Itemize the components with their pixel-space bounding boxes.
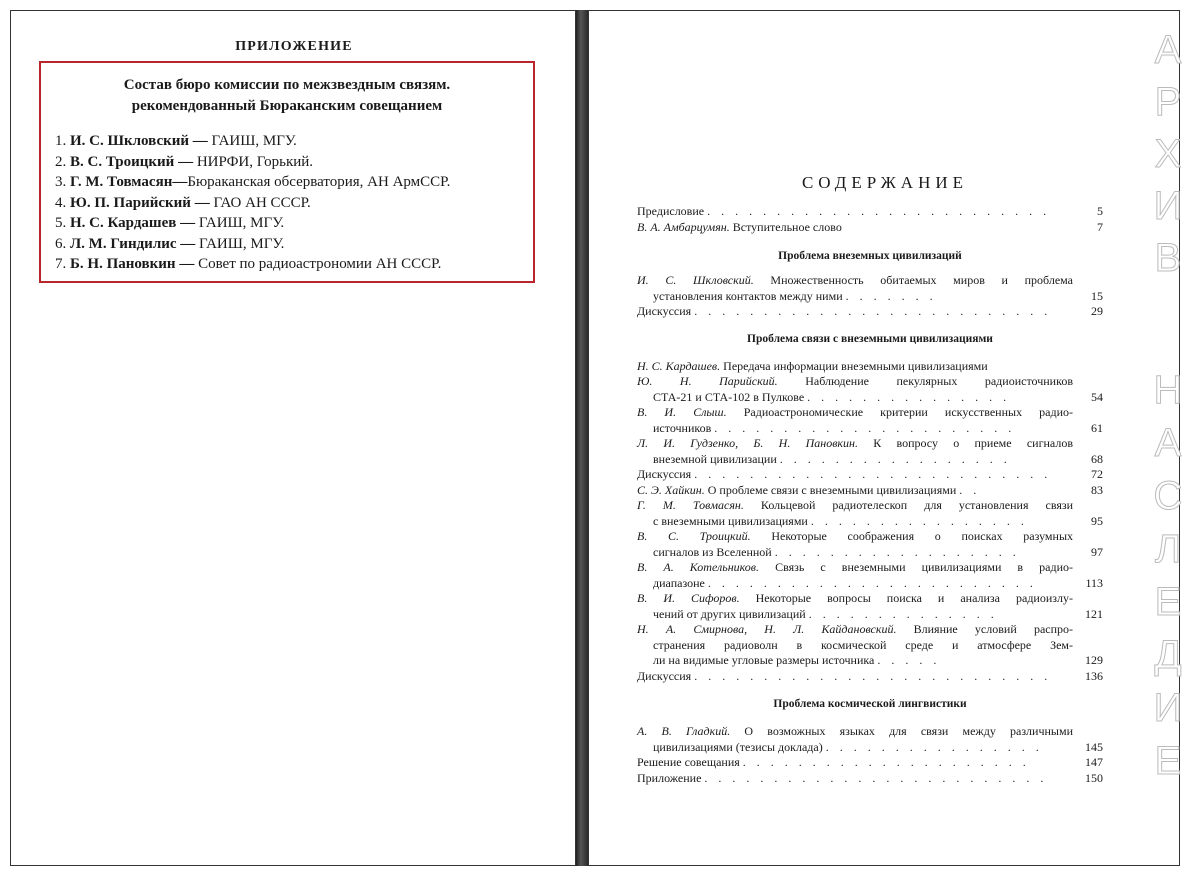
left-page xyxy=(10,10,576,866)
toc-author: В. И. Сифоров. xyxy=(637,591,740,605)
toc-entry-continuation: странения радиоволн в космической среде и атмосфере Зем- xyxy=(653,637,1073,652)
toc-entry-intro: В. А. Амбарцумян. Вступительное слово 7 xyxy=(637,219,1103,234)
toc-author: Л. И. Гудзенко, Б. Н. Пановкин. xyxy=(637,436,858,450)
member-org: Бюраканская обсерватория, АН АрмССР. xyxy=(187,174,451,190)
toc-entry: В. И. Сифоров. Некоторые вопросы поиска и анализа радиоизлу- xyxy=(637,591,1073,605)
bureau-member: 2. В. С. Троицкий — НИРФИ, Горький. xyxy=(55,153,314,170)
member-name: Г. М. Товмасян xyxy=(70,174,173,190)
toc-entry-continuation: с внеземными цивилизациями . . . . . . . . . . . . . . . . 95 xyxy=(653,513,1103,528)
toc-entry: Ю. Н. Парийский. Наблюдение пекулярных радиоисточников xyxy=(637,374,1073,388)
toc-entry-continuation: внеземной цивилизации . . . . . . . . . . . . . . . . . 68 xyxy=(653,451,1103,466)
bureau-member: 3. Г. М. Товмасян—Бюраканская обсерватория, АН АрмССР. xyxy=(55,174,451,190)
member-org: ГАО АН СССР. xyxy=(213,194,311,211)
toc-entry-appendix: Приложение . . . . . . . . . . . . . . . . . . . . . . . . . 150 xyxy=(637,770,1103,785)
section-heading: Проблема внеземных цивилизаций xyxy=(778,250,962,262)
section-heading: Проблема связи с внеземными цивилизациями xyxy=(747,332,993,345)
member-org: НИРФИ, Горький. xyxy=(196,153,314,170)
toc-entry: В. И. Слыш. Радиоастрономические критерии искусственных радио- xyxy=(637,405,1074,419)
toc-entry-discussion: Дискуссия . . . . . . . . . . . . . . . . . . . . . . . . . . 136 xyxy=(637,668,1103,683)
toc-entry-decision: Решение совещания . . . . . . . . . . . . . . . . . . . . . 147 xyxy=(637,755,1103,769)
bureau-caption xyxy=(41,75,533,117)
toc-entry-continuation: сигналов из Вселенной . . . . . . . . . . . . . . . . . . 97 xyxy=(653,544,1103,559)
toc-entry-continuation: чений от других цивилизаций . . . . . . . . . . . . . . 121 xyxy=(653,606,1103,621)
toc-page-number: 5 xyxy=(1097,204,1103,218)
member-org: ГАИШ, МГУ. xyxy=(198,215,285,231)
bureau-caption-line-2: рекомендованный Бюраканским совещанием xyxy=(131,98,443,114)
toc-entry-continuation: цивилизациями (тезисы доклада) . . . . . . . . . . . . . . . . 145 xyxy=(653,739,1103,754)
member-name: В. С. Троицкий xyxy=(70,153,175,170)
bureau-caption-line-1: Состав бюро комиссии по межзвездным связям. xyxy=(123,77,451,93)
bureau-member-list xyxy=(55,131,450,275)
toc-page-number: 83 xyxy=(1091,482,1103,497)
toc-entry-continuation: СТА-21 и СТА-102 в Пулкове . . . . . . . . . . . . . . . 54 xyxy=(653,389,1103,404)
toc-page-number: 54 xyxy=(1091,389,1103,404)
member-name: Б. Н. Пановкин xyxy=(70,256,176,272)
toc-entry: А. В. Гладкий. О возможных языках для связи между различными xyxy=(637,724,1073,738)
toc-page-number: 113 xyxy=(1085,575,1103,590)
member-name: Ю. П. Парийский xyxy=(70,194,191,211)
toc-page-number: 72 xyxy=(1091,467,1103,481)
toc-author: В. С. Троицкий. xyxy=(637,529,751,543)
watermark-word-archive: А Р Х И В xyxy=(1153,28,1183,280)
bureau-member: 7. Б. Н. Пановкин — Совет по радиоастрономии АН СССР. xyxy=(55,256,442,272)
toc-entry: Г. М. Товмасян. Кольцевой радиотелескоп для установления связи xyxy=(637,498,1074,512)
member-org: ГАИШ, МГУ. xyxy=(211,133,297,149)
toc-page-number: 68 xyxy=(1091,451,1103,466)
toc-page-number: 129 xyxy=(1085,653,1103,667)
toc-entry: Н. С. Кардашев. Передача информации внеземными цивилизациями xyxy=(637,358,988,373)
toc-title: СОДЕРЖАНИЕ xyxy=(801,173,969,192)
toc-author: А. В. Гладкий. xyxy=(637,724,731,738)
toc-entry-discussion: Дискуссия . . . . . . . . . . . . . . . . . . . . . . . . . . 72 xyxy=(637,467,1103,481)
toc-entry-continuation: установления контактов между ними . . . . . . . 15 xyxy=(653,288,1103,303)
toc-author: В. А. Котельников. xyxy=(637,560,760,574)
table-of-contents xyxy=(637,204,1103,786)
member-name: Л. М. Гиндилис xyxy=(70,235,177,252)
toc-page-number: 136 xyxy=(1085,668,1103,683)
toc-author: В. А. Амбарцумян. xyxy=(637,219,730,234)
member-name: Н. С. Кардашев xyxy=(70,215,177,231)
toc-page-number: 150 xyxy=(1085,770,1103,785)
toc-page-number: 95 xyxy=(1091,513,1103,528)
member-org: ГАИШ, МГУ. xyxy=(199,235,285,252)
bureau-member: 5. Н. С. Кардашев — ГАИШ, МГУ. xyxy=(55,215,285,231)
toc-page-number: 121 xyxy=(1085,606,1103,621)
toc-entry-continuation: ли на видимые угловые размеры источника . . . . . 129 xyxy=(653,653,1103,667)
toc-entry: В. А. Котельников. Связь с внеземными цивилизациями в радио- xyxy=(637,560,1074,574)
toc-page-number: 29 xyxy=(1091,304,1103,318)
watermark-word-heritage: Н А С Л Е Д И Е xyxy=(1153,368,1183,783)
bureau-member: 1. И. С. Шкловский — ГАИШ, МГУ. xyxy=(55,133,297,149)
right-page xyxy=(588,10,1180,866)
toc-entry: С. Э. Хайкин. О проблеме связи с внеземными цивилизациями . . 83 xyxy=(637,482,1103,497)
toc-entry-discussion: Дискуссия . . . . . . . . . . . . . . . . . . . . . . . . . . 29 xyxy=(637,304,1103,318)
toc-author: Н. А. Смирнова, Н. Л. Кайдановский. xyxy=(637,622,897,636)
toc-page-number: 145 xyxy=(1085,739,1103,754)
toc-page-number: 15 xyxy=(1091,288,1103,303)
toc-entry-preface: Предисловие . . . . . . . . . . . . . . . . . . . . . . . . . 5 xyxy=(637,204,1103,218)
member-org: Совет по радиоастрономии АН СССР. xyxy=(198,256,442,272)
section-heading: Проблема космической лингвистики xyxy=(773,698,967,710)
toc-page-number: 97 xyxy=(1091,544,1103,559)
toc-author: И. С. Шкловский. xyxy=(637,273,754,287)
toc-page-number: 61 xyxy=(1091,420,1103,435)
toc-entry-continuation: диапазоне . . . . . . . . . . . . . . . . . . . . . . . . 113 xyxy=(653,575,1103,590)
toc-author: Г. М. Товмасян. xyxy=(637,498,744,512)
archive-watermark xyxy=(1140,30,1196,820)
bureau-member: 4. Ю. П. Парийский — ГАО АН СССР. xyxy=(55,194,311,211)
toc-author: В. И. Слыш. xyxy=(637,405,727,419)
toc-entry: Л. И. Гудзенко, Б. Н. Пановкин. К вопросу о приеме сигналов xyxy=(637,436,1074,450)
toc-author: Н. С. Кардашев. xyxy=(637,358,721,373)
member-name: И. С. Шкловский xyxy=(70,133,190,149)
toc-author: Ю. Н. Парийский. xyxy=(637,374,778,388)
toc-entry: В. С. Троицкий. Некоторые соображения о поисках разумных xyxy=(637,529,1074,543)
bureau-composition-box xyxy=(39,61,535,283)
book-spine xyxy=(576,10,588,866)
toc-page-number: 147 xyxy=(1085,755,1103,769)
appendix-title: ПРИЛОЖЕНИЕ xyxy=(235,39,353,54)
toc-entry: Н. А. Смирнова, Н. Л. Кайдановский. Влияние условий распро- xyxy=(637,622,1074,636)
toc-entry: И. С. Шкловский. Множественность обитаемых миров и проблема xyxy=(637,273,1073,287)
toc-entry-continuation: источников . . . . . . . . . . . . . . . . . . . . . . 61 xyxy=(653,420,1103,435)
toc-author: С. Э. Хайкин. xyxy=(637,482,705,497)
toc-page-number: 7 xyxy=(1097,219,1103,234)
bureau-member: 6. Л. М. Гиндилис — ГАИШ, МГУ. xyxy=(55,235,285,252)
